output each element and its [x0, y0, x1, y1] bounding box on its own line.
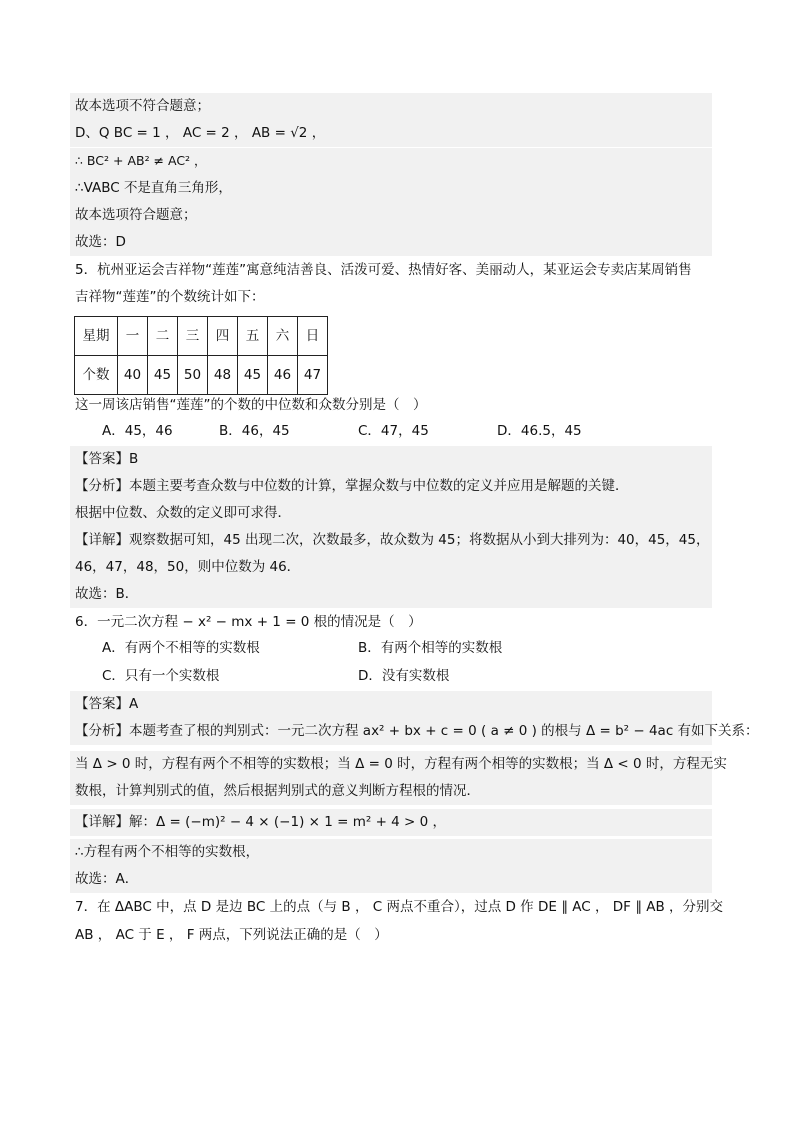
text-line: 故本选项不符合题意； — [70, 93, 712, 120]
table-cell: 日 — [298, 317, 328, 356]
table-cell: 五 — [238, 317, 268, 356]
option-b: B．46，45 — [219, 423, 290, 439]
table-cell: 二 — [148, 317, 178, 356]
selection-line: 故选：A． — [70, 866, 712, 893]
detail-line: ∴方程有两个不相等的实数根， — [70, 839, 712, 866]
analysis-line: 当 Δ > 0 时，方程有两个不相等的实数根；当 Δ = 0 时，方程有两个相等的实数根；当 Δ < 0 时，方程无实 — [70, 751, 712, 778]
text-line: ∴VABC 不是直角三角形， — [70, 175, 712, 202]
analysis-line: 【分析】本题考查了根的判别式：一元二次方程 ax² + bx + c = 0 ( a ≠ 0 ) 的根与 Δ = b² − 4ac 有如下关系： — [70, 718, 712, 745]
table-cell: 46 — [268, 356, 298, 395]
answer-line: 【答案】A — [70, 691, 712, 718]
table-row — [75, 317, 328, 356]
table-cell: 45 — [148, 356, 178, 395]
table-row — [75, 356, 328, 395]
option-d: D．46.5，45 — [497, 423, 582, 439]
table-cell: 个数 — [75, 356, 118, 395]
option-c: C．只有一个实数根 — [102, 668, 220, 684]
table-cell: 45 — [238, 356, 268, 395]
option-c: C．47，45 — [358, 423, 429, 439]
option-d: D．没有实数根 — [358, 668, 450, 684]
analysis-line: 【分析】本题主要考查众数与中位数的计算，掌握众数与中位数的定义并应用是解题的关键． — [70, 473, 712, 500]
option-a: A．有两个不相等的实数根 — [102, 640, 260, 656]
analysis-line: 数根，计算判别式的值，然后根据判别式的意义判断方程根的情况． — [70, 778, 712, 805]
table-cell: 47 — [298, 356, 328, 395]
table-cell: 40 — [118, 356, 148, 395]
detail-line: 46，47，48，50，则中位数为 46． — [70, 554, 712, 581]
text-line: D、Q BC = 1 ， AC = 2 ， AB = √2 ， — [70, 120, 712, 147]
table-cell: 星期 — [75, 317, 118, 356]
option-b: B．有两个相等的实数根 — [358, 640, 503, 656]
table-cell: 四 — [208, 317, 238, 356]
table-cell: 三 — [178, 317, 208, 356]
question-text: 吉祥物“莲莲”的个数统计如下： — [75, 289, 265, 305]
selection-line: 故选：B． — [70, 581, 712, 608]
question-text: 这一周该店销售“莲莲”的个数的中位数和众数分别是（ ） — [75, 397, 427, 413]
detail-line: 【详解】观察数据可知，45 出现二次，次数最多，故众数为 45；将数据从小到大排列为：40，45，45， — [70, 527, 712, 554]
detail-line: 【详解】解：Δ = (−m)² − 4 × (−1) × 1 = m² + 4 > 0 ， — [70, 809, 712, 836]
table-cell: 50 — [178, 356, 208, 395]
question-text: 7．在 ΔABC 中，点 D 是边 BC 上的点（与 B ， C 两点不重合），过点 D 作 DE ∥ AC ， DF ∥ AB ，分别交 — [75, 899, 724, 915]
question-text: AB ， AC 于 E ， F 两点，下列说法正确的是（ ） — [75, 927, 388, 943]
analysis-line: 根据中位数、众数的定义即可求得． — [70, 500, 712, 527]
question-text: 6．一元二次方程 − x² − mx + 1 = 0 根的情况是（ ） — [75, 614, 422, 630]
text-line: 故选：D — [70, 229, 712, 256]
table-cell: 一 — [118, 317, 148, 356]
answer-line: 【答案】B — [70, 446, 712, 473]
table-cell: 六 — [268, 317, 298, 356]
question-text: 5．杭州亚运会吉祥物“莲莲”寓意纯洁善良、活泼可爱、热情好客、美丽动人，某亚运会专卖店某周销售 — [75, 262, 692, 278]
table-cell: 48 — [208, 356, 238, 395]
option-a: A．45，46 — [102, 423, 173, 439]
sales-table — [74, 316, 328, 395]
text-line: 故本选项符合题意； — [70, 202, 712, 229]
text-line: ∴ BC² + AB² ≠ AC² ， — [70, 148, 712, 175]
